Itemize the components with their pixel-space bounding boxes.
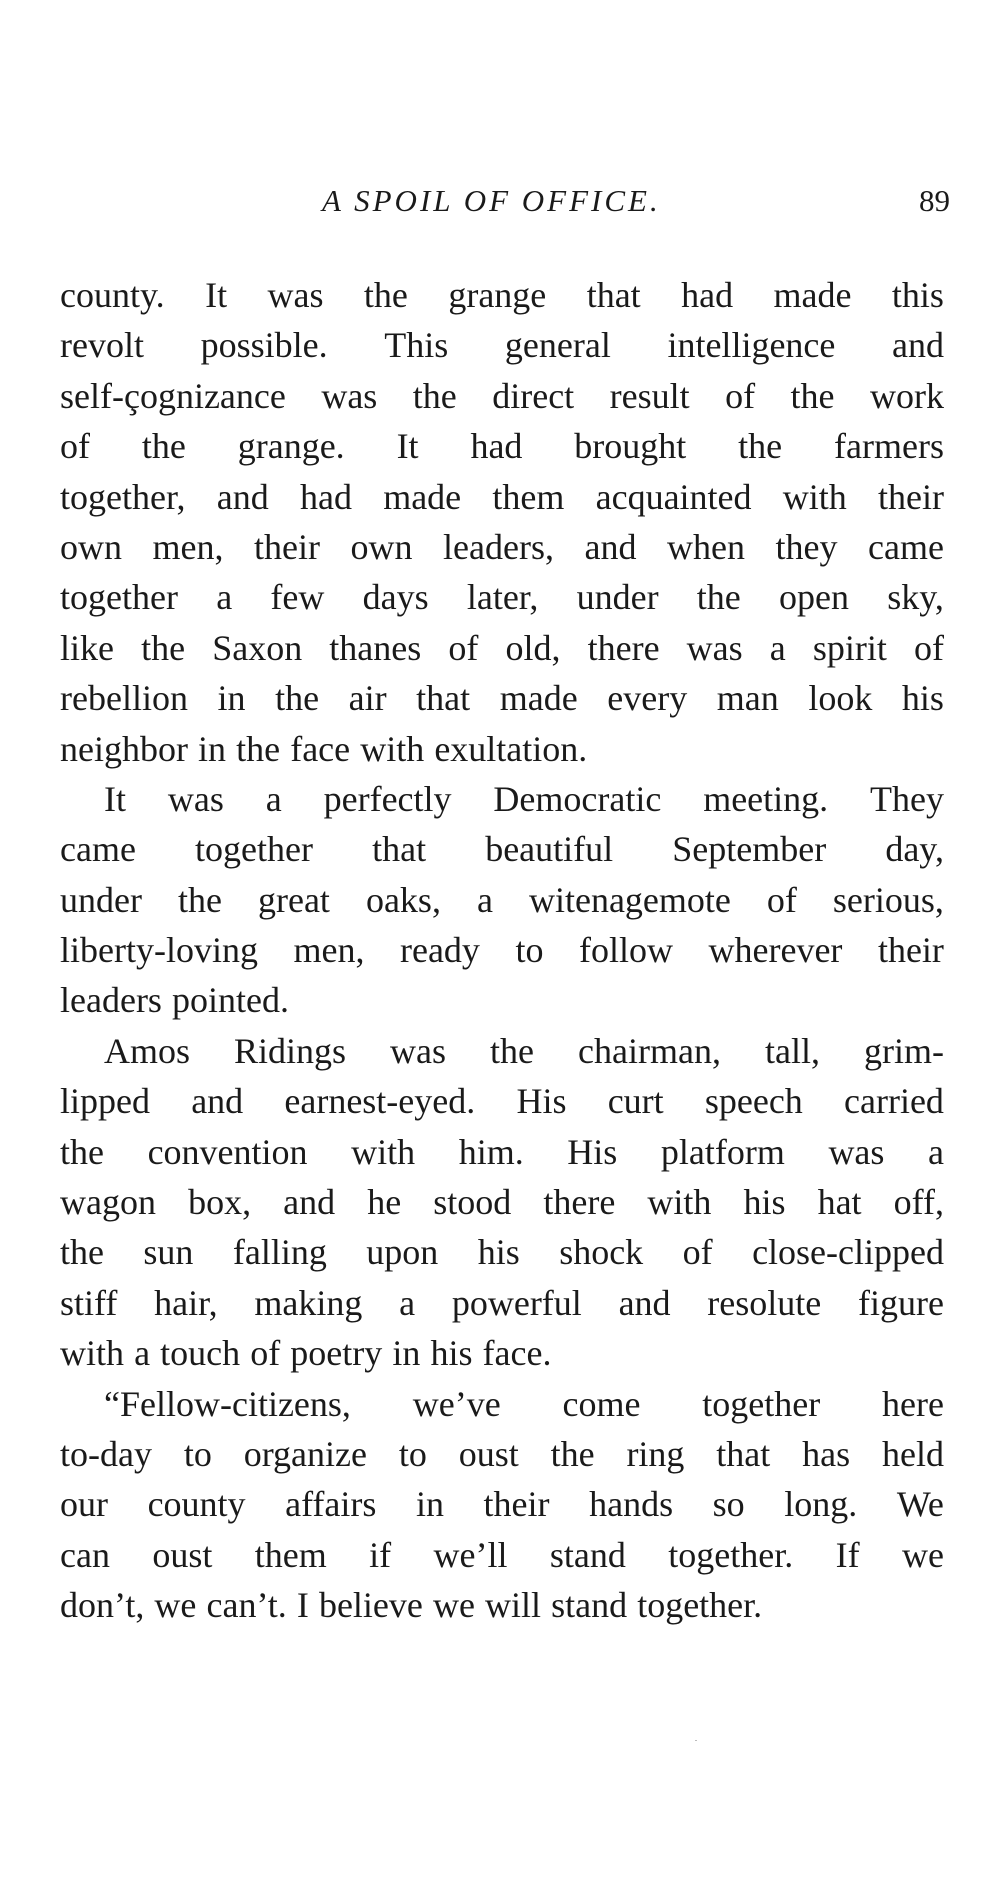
paragraph: [60, 774, 944, 1026]
text-line: It was a perfectly Democratic meeting. They: [104, 778, 944, 819]
text-line: with a touch of poetry in his face.: [60, 1333, 552, 1374]
text-line: revolt possible. This general intelligence and: [60, 325, 944, 366]
body-text: [60, 270, 944, 1631]
text-line: wagon box, and he stood there with his hat off,: [60, 1182, 944, 1223]
text-line: rebellion in the air that made every man look his: [60, 678, 944, 719]
text-line: lipped and earnest-eyed. His curt speech carried: [60, 1081, 944, 1122]
text-line: neighbor in the face with exultation.: [60, 728, 588, 769]
text-line: own men, their own leaders, and when they came: [60, 526, 944, 567]
text-line: don’t, we can’t. I believe we will stand together.: [60, 1585, 763, 1626]
paragraph: [60, 1379, 944, 1631]
text-line: to-day to organize to oust the ring that has held: [60, 1433, 944, 1474]
text-line: Amos Ridings was the chairman, tall, grim-: [104, 1030, 944, 1071]
text-line: leaders pointed.: [60, 980, 289, 1021]
paper-speck: [695, 1740, 697, 1741]
text-line: of the grange. It had brought the farmers: [60, 426, 944, 467]
text-line: stiff hair, making a powerful and resolute figure: [60, 1282, 944, 1323]
text-line: like the Saxon thanes of old, there was a spirit of: [60, 627, 944, 668]
running-title: A SPOIL OF OFFICE.: [322, 183, 661, 218]
text-line: came together that beautiful September day,: [60, 829, 944, 870]
page-number: 89: [919, 183, 950, 218]
paragraph: [60, 1026, 944, 1379]
text-line: together a few days later, under the open sky,: [60, 577, 944, 618]
text-line: our county affairs in their hands so long. We: [60, 1484, 944, 1525]
running-header: [0, 178, 1000, 224]
text-line: liberty-loving men, ready to follow wherever their: [60, 930, 944, 971]
paragraph: [60, 270, 944, 774]
text-line: “Fellow-citizens, we’ve come together here: [104, 1383, 944, 1424]
text-line: together, and had made them acquainted with their: [60, 476, 944, 517]
text-line: the sun falling upon his shock of close-clipped: [60, 1232, 944, 1273]
text-line: can oust them if we’ll stand together. If we: [60, 1534, 944, 1575]
text-line: county. It was the grange that had made this: [60, 275, 944, 315]
text-line: under the great oaks, a witenagemote of serious,: [60, 879, 944, 920]
text-line: the convention with him. His platform was a: [60, 1131, 944, 1172]
text-line: self-çognizance was the direct result of the work: [60, 375, 944, 416]
